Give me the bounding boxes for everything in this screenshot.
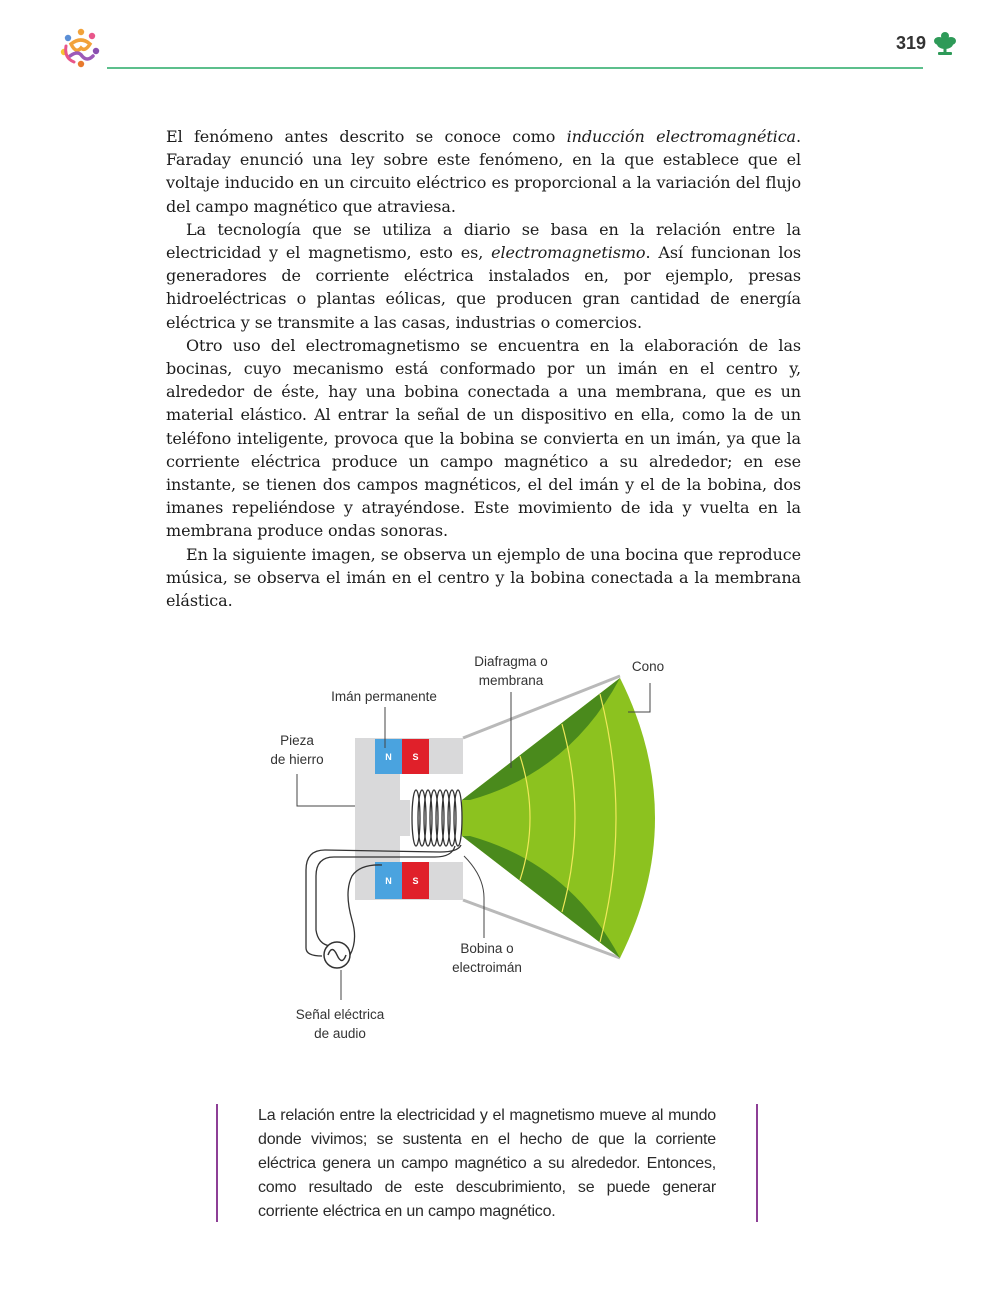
paragraph-bocinas: Otro uso del electromagnetismo se encuentra en la elaboración de las bocinas, cuyo mecanismo está conformado por un imán en el centro y, alrededor de éste, hay una bobina conectada a una membrana, que es un material elástico. Al entrar la señal de un dispositivo en ella, como la de un teléfono inteligente, provoca que la bobina se convierta en un imán, ya que la corriente eléctrica produce un campo magnético a su alrededor; en ese instante, se tienen dos campos magnéticos, el del imán y el de la bobina, dos imanes repeliéndose y atrayéndose. Este movimiento de ida y vuelta en la membrana produce ondas sonoras. (166, 335, 801, 541)
voice-coil (412, 790, 462, 846)
page-number: 319 (896, 33, 927, 53)
magnet-s-label-bottom: S (412, 876, 419, 886)
label-pieza-line2: de hierro (270, 752, 324, 767)
tree-icon (933, 31, 957, 57)
magnet-n-label-bottom: N (385, 876, 392, 886)
magnet-s-label-top: S (412, 752, 419, 762)
label-cono: Cono (631, 659, 665, 674)
label-senal-line2: de audio (314, 1026, 366, 1041)
speaker-diagram (250, 640, 700, 1050)
magnet-n-label-top: N (385, 752, 392, 762)
body-text (166, 125, 801, 612)
callout-box (216, 1104, 758, 1222)
callout-text: La relación entre la electricidad y el magnetismo mueve al mundo donde vivimos; se sustenta en el hecho de que la corriente eléctrica genera un campo magnético a su alrededor. Entonces, como resultado de este descubrimiento, se puede generar corriente eléctrica en un campo magnético. (258, 1107, 716, 1220)
label-bobina-line2: electroimán (452, 960, 522, 975)
label-bobina-line1: Bobina o (460, 941, 514, 956)
paragraph-faraday: El fenómeno antes descrito se conoce como inducción electromagnética. Faraday enunció una ley sobre este fenómeno, en la que establece que el voltaje inducido en un circuito eléctrico es proporcional a la variación del flujo del campo magnético que atraviesa. (166, 127, 801, 216)
paragraph-imagen: En la siguiente imagen, se observa un ejemplo de una bocina que reproduce música, se observa el imán en el centro y la bobina conectada a la membrana elástica. (166, 544, 801, 611)
leader-pieza (297, 774, 355, 806)
label-pieza-line1: Pieza (280, 733, 314, 748)
label-diafragma-line1: Diafragma o (474, 654, 548, 669)
leader-bobina (464, 856, 484, 938)
header-rule (107, 67, 923, 69)
series-logo-icon (58, 26, 104, 70)
label-senal-line1: Señal eléctrica (295, 1007, 385, 1022)
paragraph-electromagnetismo: La tecnología que se utiliza a diario se basa en la relación entre la electricidad y el magnetismo, esto es, electromagnetismo. Así funcionan los generadores de corriente eléctrica instalados en, por ejemplo, presas hidroeléctricas o plantas eólicas, que producen gran cantidad de energía eléctrica y se transmite a las casas, industrias o comercios. (166, 219, 801, 332)
cone (462, 678, 655, 958)
label-diafragma-line2: membrana (478, 673, 544, 688)
label-iman-permanente: Imán permanente (331, 689, 437, 704)
